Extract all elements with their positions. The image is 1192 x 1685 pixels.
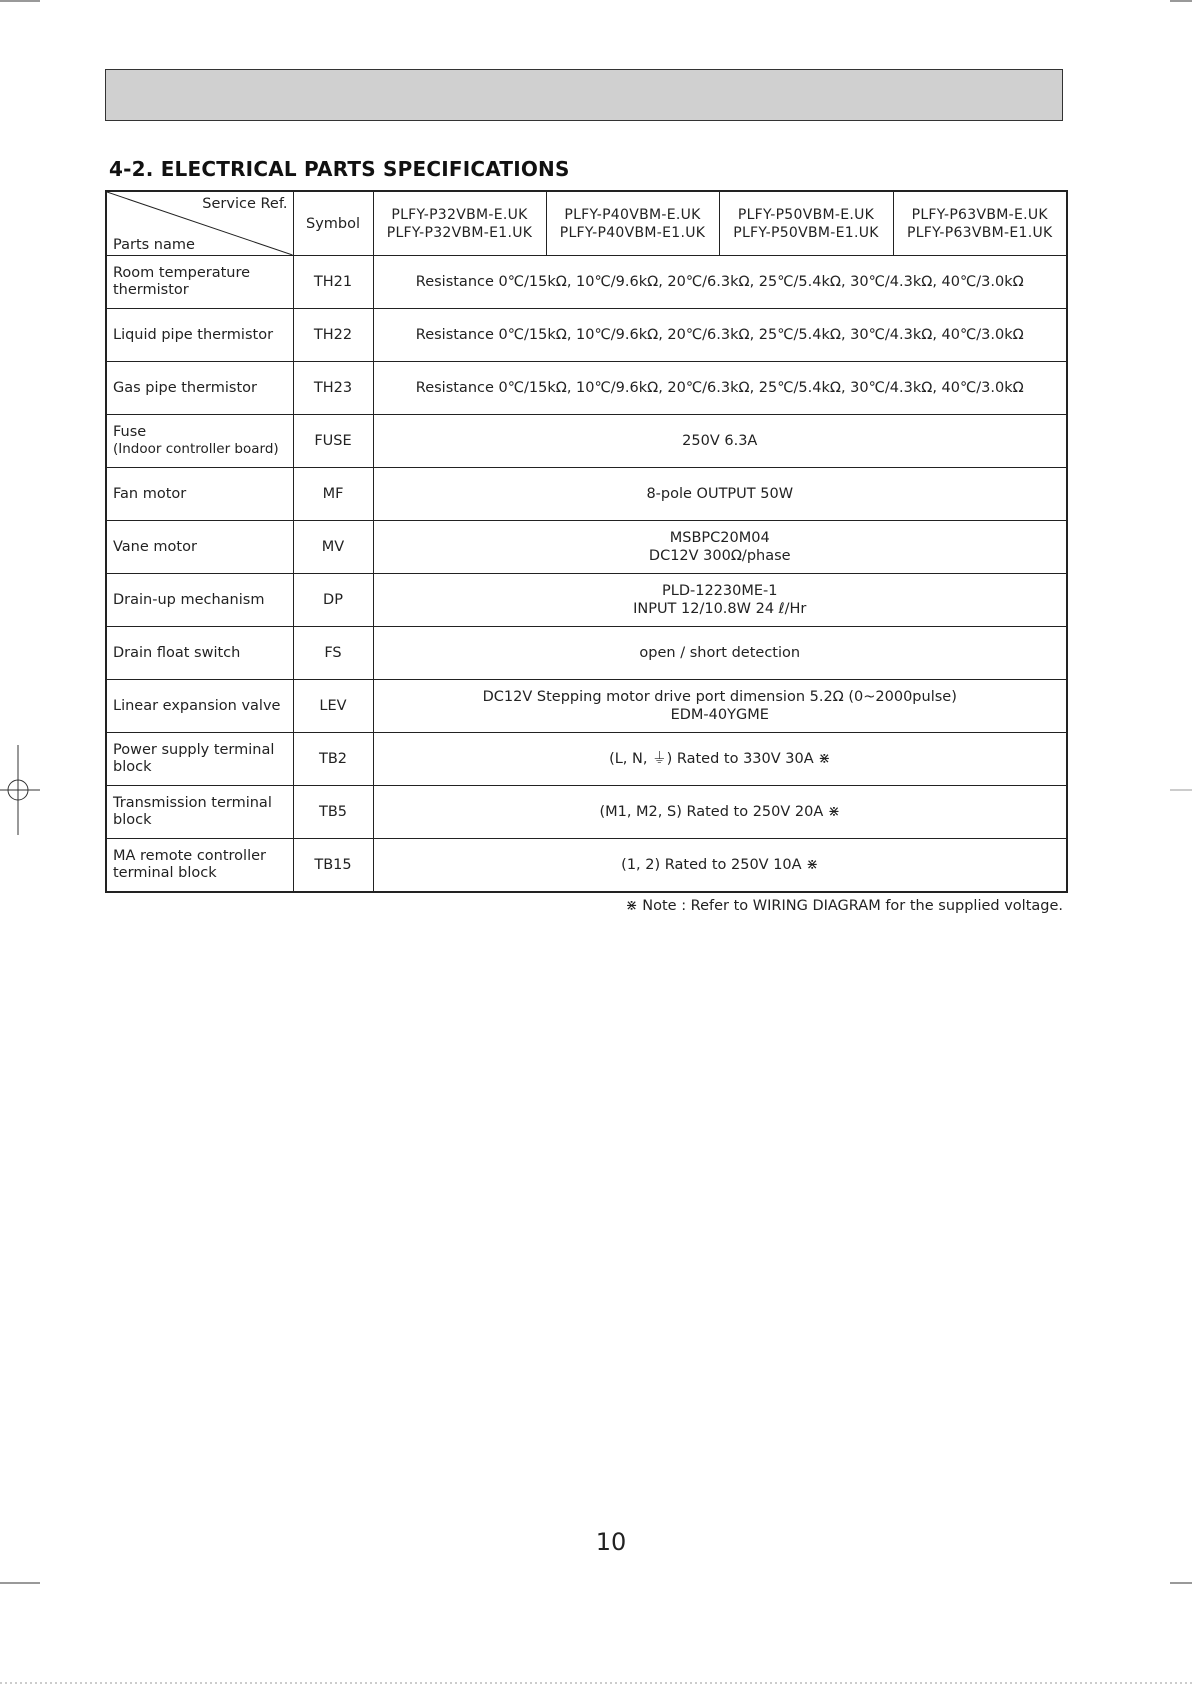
part-name-cell: Drain float switch [106, 627, 293, 680]
model-line1: PLFY-P50VBM-E.UK [737, 206, 875, 223]
part-name-line1: Room temperature [113, 265, 251, 281]
table-row [106, 839, 1067, 893]
symbol-cell: FUSE [293, 415, 373, 468]
corner-header-cell [106, 191, 293, 256]
part-name-line2: thermistor [113, 282, 189, 298]
model-line1: PLFY-P40VBM-E.UK [564, 206, 701, 223]
crop-mark-icon [0, 1578, 40, 1588]
table-row [106, 733, 1067, 786]
section-title: 4-2. ELECTRICAL PARTS SPECIFICATIONS [109, 157, 570, 181]
part-name-cell: Drain-up mechanism [106, 574, 293, 627]
specification-cell [373, 521, 1067, 574]
part-name-cell: Fan motor [106, 468, 293, 521]
specification-cell: (1, 2) Rated to 250V 10A ⋇ [373, 839, 1067, 893]
spec-line1: DC12V Stepping motor drive port dimension 5.2Ω (0~2000pulse) [482, 689, 957, 705]
symbol-cell: TB15 [293, 839, 373, 893]
symbol-cell: TH23 [293, 362, 373, 415]
footnote: ⋇ Note : Refer to WIRING DIAGRAM for the supplied voltage. [625, 898, 1063, 914]
symbol-cell: MF [293, 468, 373, 521]
specification-cell: (L, N, ⏚) Rated to 330V 30A ⋇ [373, 733, 1067, 786]
symbol-cell: TB5 [293, 786, 373, 839]
specification-cell: (M1, M2, S) Rated to 250V 20A ⋇ [373, 786, 1067, 839]
specification-cell: Resistance 0℃/15kΩ, 10℃/9.6kΩ, 20℃/6.3kΩ, 25℃/5.4kΩ, 30℃/4.3kΩ, 40℃/3.0kΩ [373, 362, 1067, 415]
specification-cell [373, 680, 1067, 733]
model-line2: PLFY-P63VBM-E1.UK [906, 224, 1053, 241]
part-name-cell [106, 415, 293, 468]
table-row [106, 627, 1067, 680]
part-name-cell [106, 256, 293, 309]
symbol-cell: LEV [293, 680, 373, 733]
model-line2: PLFY-P40VBM-E1.UK [559, 224, 706, 241]
table-row [106, 574, 1067, 627]
part-name-line1: Fuse [113, 424, 147, 440]
part-name-line2: block [113, 759, 152, 775]
page-number: 10 [595, 1528, 627, 1556]
part-name-line2: block [113, 812, 152, 828]
table-header-row [106, 191, 1067, 256]
table-row [106, 521, 1067, 574]
crop-mark-icon [1170, 785, 1192, 795]
spec-line2: EDM-40YGME [670, 707, 769, 723]
specification-cell: 250V 6.3A [373, 415, 1067, 468]
model-line1: PLFY-P32VBM-E.UK [391, 206, 528, 223]
model-header [719, 191, 893, 256]
spec-line2: INPUT 12/10.8W 24 ℓ/Hr [633, 601, 807, 617]
part-name-cell: Vane motor [106, 521, 293, 574]
specification-cell: Resistance 0℃/15kΩ, 10℃/9.6kΩ, 20℃/6.3kΩ, 25℃/5.4kΩ, 30℃/4.3kΩ, 40℃/3.0kΩ [373, 309, 1067, 362]
symbol-cell: FS [293, 627, 373, 680]
part-name-cell [106, 839, 293, 893]
part-name-line1: Power supply terminal [113, 742, 275, 758]
part-name-cell: Liquid pipe thermistor [106, 309, 293, 362]
model-header [893, 191, 1067, 256]
model-header [546, 191, 719, 256]
spec-line1: PLD-12230ME-1 [662, 583, 778, 599]
part-name-line2: terminal block [113, 865, 217, 881]
table-row [106, 468, 1067, 521]
header-bar [105, 69, 1063, 121]
parts-name-label: Parts name [113, 237, 195, 253]
symbol-cell: TH21 [293, 256, 373, 309]
table-row [106, 309, 1067, 362]
part-name-line1: MA remote controller [113, 848, 266, 864]
part-name-cell [106, 733, 293, 786]
table-row [106, 256, 1067, 309]
part-name-cell [106, 786, 293, 839]
part-name-cell: Linear expansion valve [106, 680, 293, 733]
symbol-header: Symbol [293, 191, 373, 256]
table-row [106, 362, 1067, 415]
model-line2: PLFY-P50VBM-E1.UK [733, 224, 879, 241]
specification-cell: open / short detection [373, 627, 1067, 680]
model-header [373, 191, 546, 256]
symbol-cell: MV [293, 521, 373, 574]
spec-line2: DC12V 300Ω/phase [648, 548, 791, 564]
electrical-parts-table [105, 190, 1068, 893]
specification-cell [373, 574, 1067, 627]
crop-mark-icon [1170, 1578, 1192, 1588]
spec-line1: Resistance 0℃/15kΩ, 10℃/9.6kΩ, 20℃/6.3kΩ, 25℃/5.4kΩ, 30℃/4.3kΩ, 40℃/3.0kΩ [415, 274, 1024, 290]
specification-cell: 8-pole OUTPUT 50W [373, 468, 1067, 521]
service-ref-label: Service Ref. [202, 196, 288, 212]
table-row [106, 786, 1067, 839]
table-row [106, 680, 1067, 733]
model-line1: PLFY-P63VBM-E.UK [911, 206, 1048, 223]
registration-mark-icon [0, 740, 40, 840]
crop-mark-icon [1170, 0, 1192, 10]
symbol-cell: DP [293, 574, 373, 627]
part-name-line2: (Indoor controller board) [113, 441, 279, 457]
symbol-cell: TH22 [293, 309, 373, 362]
part-name-cell: Gas pipe thermistor [106, 362, 293, 415]
symbol-cell: TB2 [293, 733, 373, 786]
part-name-line1: Transmission terminal [113, 795, 272, 811]
spec-line1: MSBPC20M04 [669, 530, 770, 546]
specification-cell [373, 256, 1067, 309]
table-row [106, 415, 1067, 468]
crop-mark-icon [0, 0, 40, 10]
model-line2: PLFY-P32VBM-E1.UK [386, 224, 533, 241]
